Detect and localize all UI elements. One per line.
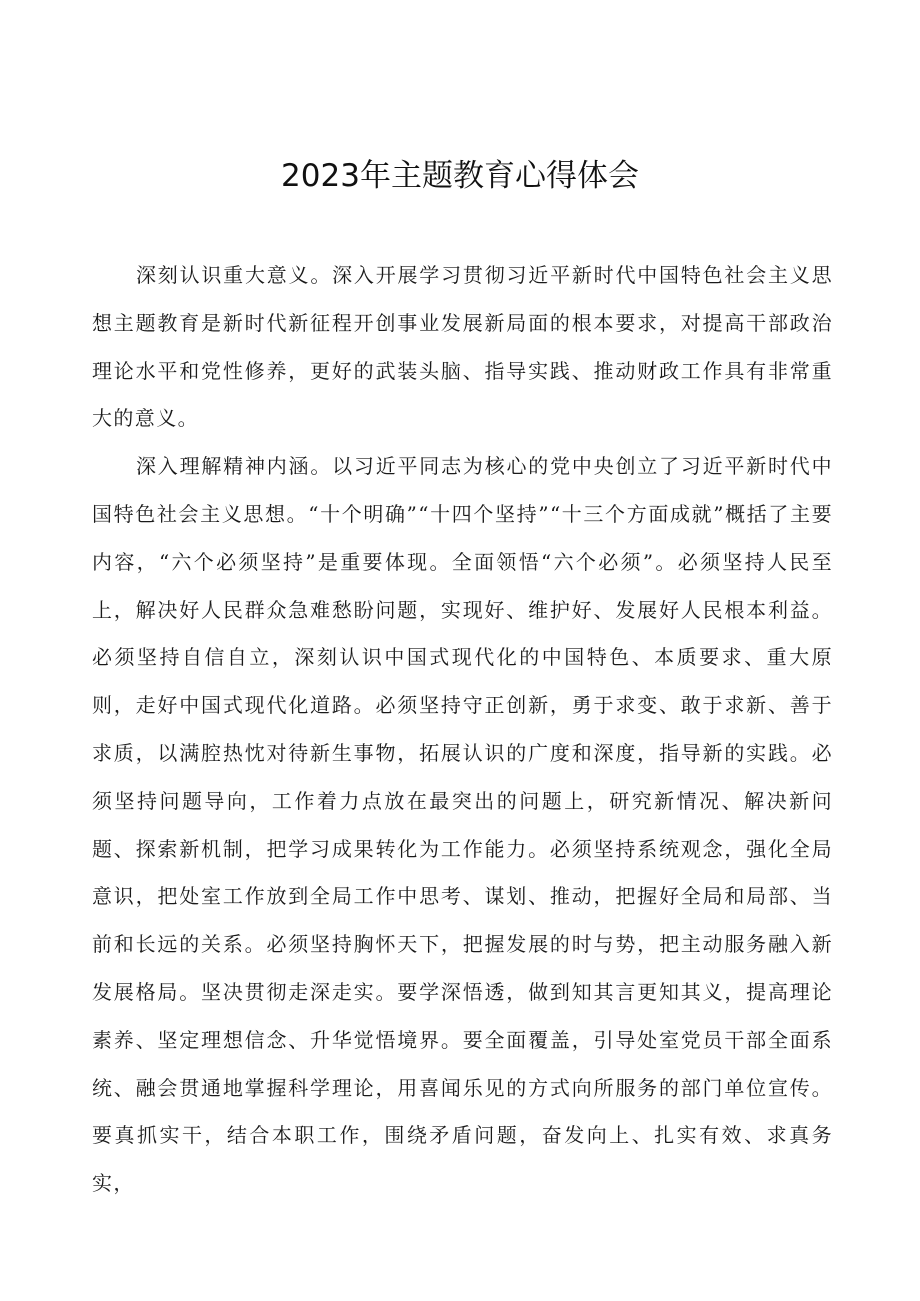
paragraph-spirit: 深入理解精神内涵。以习近平同志为核心的党中央创立了习近平新时代中国特色社会主义思想。“十个明确”“十四个坚持”“十三个方面成就”概括了主要内容，“六个必须坚持”是重要体现。全面领悟“六个必须”。必须坚持人民至上，解决好人民群众急难愁盼问题，实现好、维护好、发展好人民根本利益。必须坚持自信自立，深刻认识中国式现代化的中国特色、本质要求、重大原则，走好中国式现代化道路。必须坚持守正创新，勇于求变、敢于求新、善于求质，以满腔热忱对待新生事物，拓展认识的广度和深度，指导新的实践。必须坚持问题导向，工作着力点放在最突出的问题上，研究新情况、解决新问题、探索新机制，把学习成果转化为工作能力。必须坚持系统观念，强化全局意识，把处室工作放到全局工作中思考、谋划、推动，把握好全局和局部、当前和长远的关系。必须坚持胸怀天下，把握发展的时与势，把主动服务融入新发展格局。坚决贯彻走深走实。要学深悟透，做到知其言更知其义，提高理论素养、坚定理想信念、升华觉悟境界。要全面覆盖，引导处室党员干部全面系统、融会贯通地掌握科学理论，用喜闻乐见的方式向所服务的部门单位宣传。要真抓实干，结合本职工作，围绕矛盾问题，奋发向上、扎实有效、求真务实， bbox=[92, 454, 833, 1196]
document-title: 2023年主题教育心得体会 bbox=[281, 158, 639, 194]
paragraph-significance: 深刻认识重大意义。深入开展学习贯彻习近平新时代中国特色社会主义思想主题教育是新时代新征程开创事业发展新局面的根本要求，对提高干部政治理论水平和党性修养，更好的武装头脑、指导实践、推动财政工作具有非常重大的意义。 bbox=[92, 263, 833, 431]
document-body bbox=[92, 252, 833, 1208]
